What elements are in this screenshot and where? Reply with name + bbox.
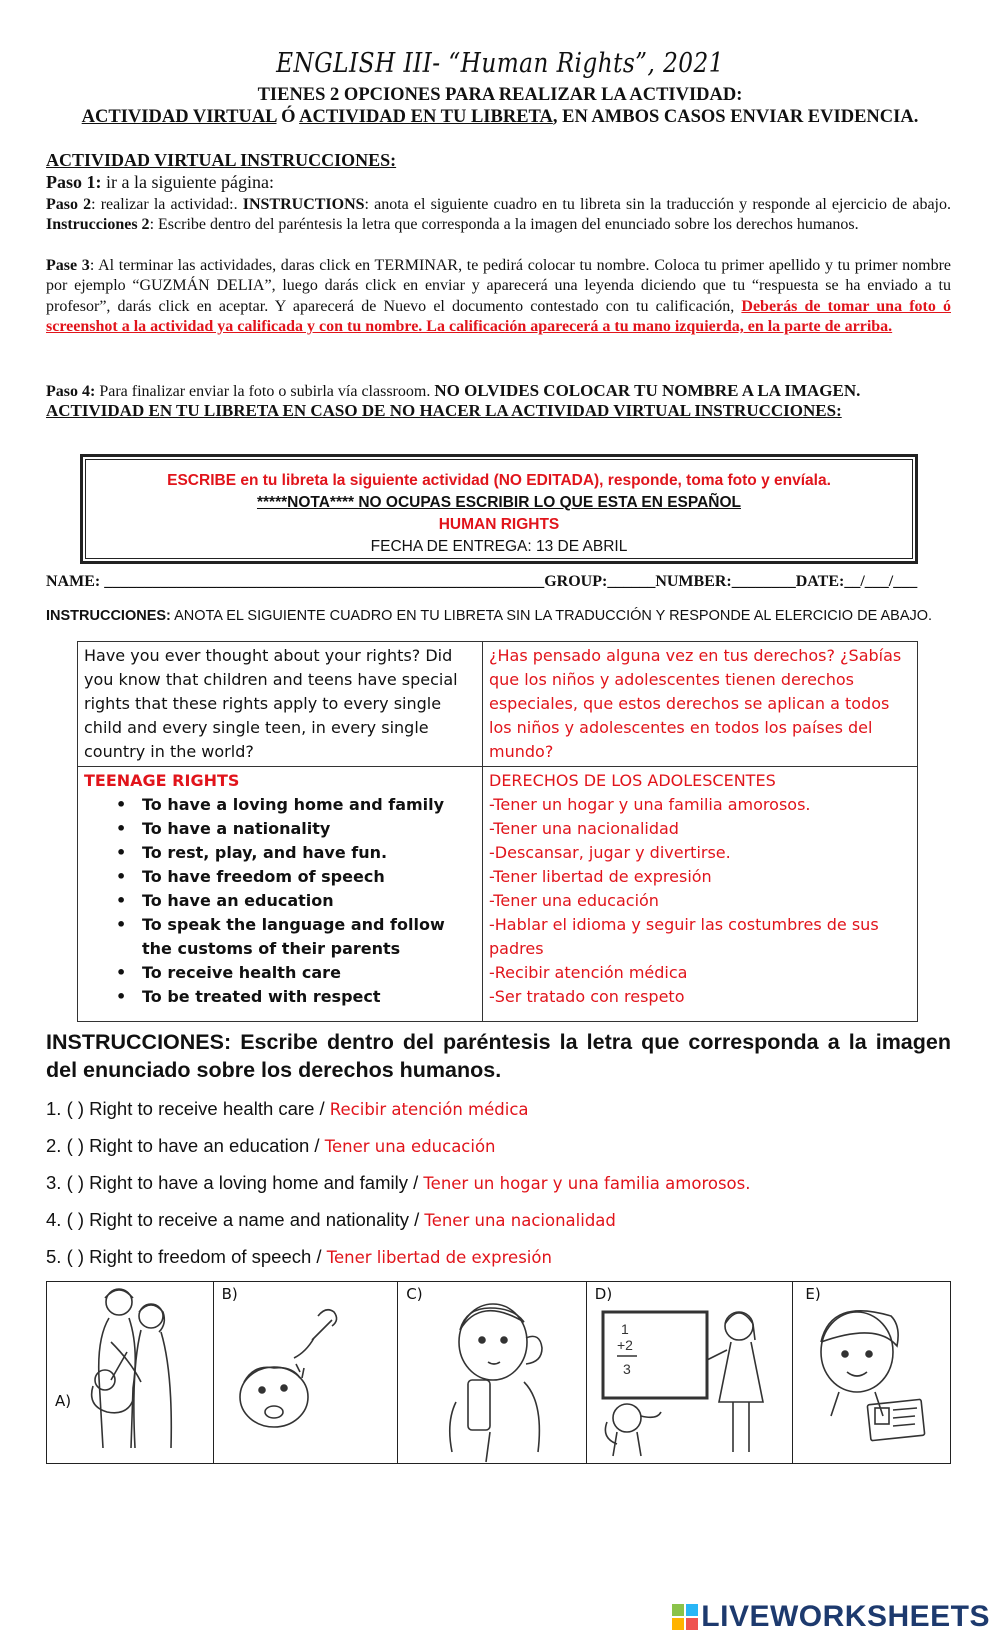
intro-en-cell: Have you ever thought about your rights? Did you know that children and teens have special rights that these rights apply to every single child and every single teen, in every single country in the world? <box>78 642 483 767</box>
rights-table <box>77 641 918 1022</box>
paso3-text: : Al terminar las actividades, daras click en TERMINAR, te pedirá colocar tu nombre. Coloca tu primer apellido y tu primer nombre por ejemplo “GUZMÁN DELIA”, luego darás click en enviar y aparecerá una leyenda diciendo que tu “respuesta se ha enviado a tu profesor”, darás click en aceptar. Y aparecerá de Nuevo el documento contestado con tu calificación, <box>46 257 952 315</box>
image-a-label: A) <box>55 1392 72 1410</box>
list-item: • To have a nationality <box>84 817 476 841</box>
liveworksheets-logo <box>672 1600 990 1634</box>
notice-line-3: HUMAN RIGHTS <box>438 516 560 533</box>
instructions-1 <box>46 608 966 624</box>
list-item: • To be treated with respect <box>84 985 476 1009</box>
list-item: • To have a loving home and family <box>84 793 476 817</box>
paso3 <box>46 256 951 337</box>
libreta-heading <box>46 401 951 421</box>
family-illustration <box>47 1282 213 1463</box>
board-number-3: 3 <box>622 1361 631 1377</box>
paso4 <box>46 381 951 402</box>
question-1-en: 1. ( ) Right to receive health care / <box>46 1098 330 1119</box>
question-3-en: 3. ( ) Right to have a loving home and family / <box>46 1172 424 1193</box>
image-option-b[interactable] <box>214 1282 399 1463</box>
logo-square <box>672 1618 684 1630</box>
virtual-heading-text: ACTIVIDAD VIRTUAL INSTRUCCIONES: <box>46 150 397 170</box>
question-1-es: Recibir atención médica <box>329 1100 529 1119</box>
image-e-label: E) <box>805 1285 821 1303</box>
paso1 <box>46 172 951 193</box>
list-item: • To rest, play, and have fun. <box>84 841 476 865</box>
image-option-e[interactable] <box>793 1282 950 1463</box>
list-item: -Tener una nacionalidad <box>489 819 679 838</box>
board-number-2: +2 <box>616 1337 633 1353</box>
notice-box-text <box>86 460 912 558</box>
list-item: • To have freedom of speech <box>84 865 476 889</box>
question-2[interactable] <box>46 1135 496 1157</box>
paso4-reminder: NO OLVIDES COLOCAR TU NOMBRE A LA IMAGEN. <box>434 381 861 400</box>
question-4-en: 4. ( ) Right to receive a name and nationality / <box>46 1209 425 1230</box>
list-item: -Tener un hogar y una familia amorosos. <box>489 795 811 814</box>
logo-text: LIVEWORKSHEETS <box>701 1600 990 1633</box>
question-5[interactable] <box>46 1246 552 1268</box>
list-item: • To speak the language and follow the customs of their parents <box>84 913 476 961</box>
question-3-es: Tener un hogar y una familia amorosos. <box>423 1174 751 1193</box>
question-1[interactable] <box>46 1098 529 1120</box>
education-illustration <box>587 1282 793 1463</box>
list-item: -Hablar el idioma y seguir las costumbres de sus padres <box>489 915 879 958</box>
list-item: -Tener libertad de expresión <box>489 867 712 886</box>
logo-square <box>672 1604 684 1616</box>
list-item: • To receive health care <box>84 961 476 985</box>
option-virtual: ACTIVIDAD VIRTUAL <box>81 107 277 127</box>
question-4-es: Tener una nacionalidad <box>424 1211 616 1230</box>
intro-es-cell: ¿Has pensado alguna vez en tus derechos? ¿Sabías que los niños y adolescentes tienen derechos especiales, que estos derechos se aplican a todos los niños y adolescentes en todos los países del mundo? <box>483 642 918 767</box>
table-row <box>78 767 918 1022</box>
option-libreta: ACTIVIDAD EN TU LIBRETA <box>299 107 553 127</box>
image-option-d[interactable] <box>587 1282 794 1463</box>
option-rest: , EN AMBOS CASOS ENVIAR EVIDENCIA. <box>552 107 919 127</box>
paso2-instructions-label: INSTRUCTIONS <box>242 196 365 213</box>
rights-es-heading: DERECHOS DE LOS ADOLESCENTES <box>489 771 776 790</box>
list-item: -Ser tratado con respeto <box>489 987 685 1006</box>
paso3-warning: Deberás de tomar una foto ó screenshot a la actividad ya calificada y con tu nombre. La calificación aparecerá a tu mano izquierda, en la parte de arriba. <box>46 297 951 335</box>
rights-en-heading: TEENAGE RIGHTS <box>84 771 240 790</box>
logo-square <box>686 1618 698 1630</box>
paso1-text: ir a la siguiente página: <box>101 172 274 192</box>
notice-box-inner <box>85 459 913 559</box>
notice-line-2: *****NOTA**** NO OCUPAS ESCRIBIR LO QUE ESTA EN ESPAÑOL <box>256 494 741 511</box>
image-options-row <box>46 1281 951 1464</box>
notice-box <box>80 454 918 564</box>
paso4-label: Paso 4: <box>46 383 96 400</box>
question-5-es: Tener libertad de expresión <box>326 1248 552 1267</box>
rights-es-cell <box>483 767 918 1022</box>
table-row <box>78 642 918 767</box>
question-2-en: 2. ( ) Right to have an education / <box>46 1135 325 1156</box>
notice-line-4: FECHA DE ENTREGA: 13 DE ABRIL <box>370 538 628 555</box>
question-2-es: Tener una educación <box>324 1137 496 1156</box>
libreta-heading-text: ACTIVIDAD EN TU LIBRETA EN CASO DE NO HACER LA ACTIVIDAD VIRTUAL INSTRUCCIONES: <box>46 401 842 420</box>
list-item: -Descansar, jugar y divertirse. <box>489 843 731 862</box>
virtual-heading <box>46 150 951 171</box>
nationality-illustration <box>793 1282 950 1463</box>
paso3-label: Pase 3 <box>46 257 90 274</box>
paso4-text: Para finalizar enviar la foto o subirla vía classroom. <box>95 383 435 400</box>
options-line <box>0 107 1000 128</box>
health-care-illustration <box>214 1282 398 1463</box>
paso1-label: Paso 1: <box>46 172 102 192</box>
image-b-label: B) <box>221 1285 238 1303</box>
question-3[interactable] <box>46 1172 751 1194</box>
freedom-of-speech-illustration <box>398 1282 586 1463</box>
list-item: -Tener una educación <box>489 891 659 910</box>
paso2-text-3: : Escribe dentro del paréntesis la letra que corresponda a la imagen del enunciado sobre los derechos humanos. <box>149 216 859 234</box>
image-option-c[interactable] <box>398 1282 587 1463</box>
name-form-line[interactable]: NAME: _______________________________________________________GROUP:______NUMBER:________DATE:__/___/___ <box>46 573 918 590</box>
rights-en-cell <box>78 767 483 1022</box>
image-option-a[interactable] <box>47 1282 214 1463</box>
document-title: ENGLISH III- “Human Rights”, 2021 <box>276 48 724 79</box>
paso2-instructions2-label: Instrucciones 2 <box>46 216 150 234</box>
instructions-1-label: INSTRUCCIONES: <box>46 608 171 624</box>
paso2 <box>46 195 951 236</box>
paso2-text-2: : anota el siguiente cuadro en tu libreta sin la traducción y responde al ejercicio de abajo. <box>364 196 952 213</box>
logo-square <box>686 1604 698 1616</box>
board-number-1: 1 <box>620 1321 629 1337</box>
question-5-en: 5. ( ) Right to freedom of speech / <box>46 1246 327 1267</box>
rights-en-list <box>84 793 476 1009</box>
list-item: -Recibir atención médica <box>489 963 688 982</box>
image-c-label: C) <box>406 1285 423 1303</box>
instructions-1-text: ANOTA EL SIGUIENTE CUADRO EN TU LIBRETA SIN LA TRADUCCIÓN Y RESPONDE AL ELERCICIO DE ABAJO. <box>170 608 933 624</box>
options-heading: TIENES 2 OPCIONES PARA REALIZAR LA ACTIVIDAD: <box>257 85 743 105</box>
image-d-label: D) <box>594 1285 613 1303</box>
paso2-label: Paso 2 <box>46 196 92 213</box>
option-or: Ó <box>276 107 300 127</box>
paso2-text: : realizar la actividad:. <box>91 196 243 213</box>
question-4[interactable] <box>46 1209 616 1231</box>
instructions-2: INSTRUCCIONES: Escribe dentro del paréntesis la letra que corresponda a la imagen del enunciado sobre los derechos humanos. <box>46 1030 951 1082</box>
logo-icon <box>672 1604 698 1630</box>
notice-line-1: ESCRIBE en tu libreta la siguiente actividad (NO EDITADA), responde, toma foto y envíala. <box>167 472 831 489</box>
list-item: • To have an education <box>84 889 476 913</box>
